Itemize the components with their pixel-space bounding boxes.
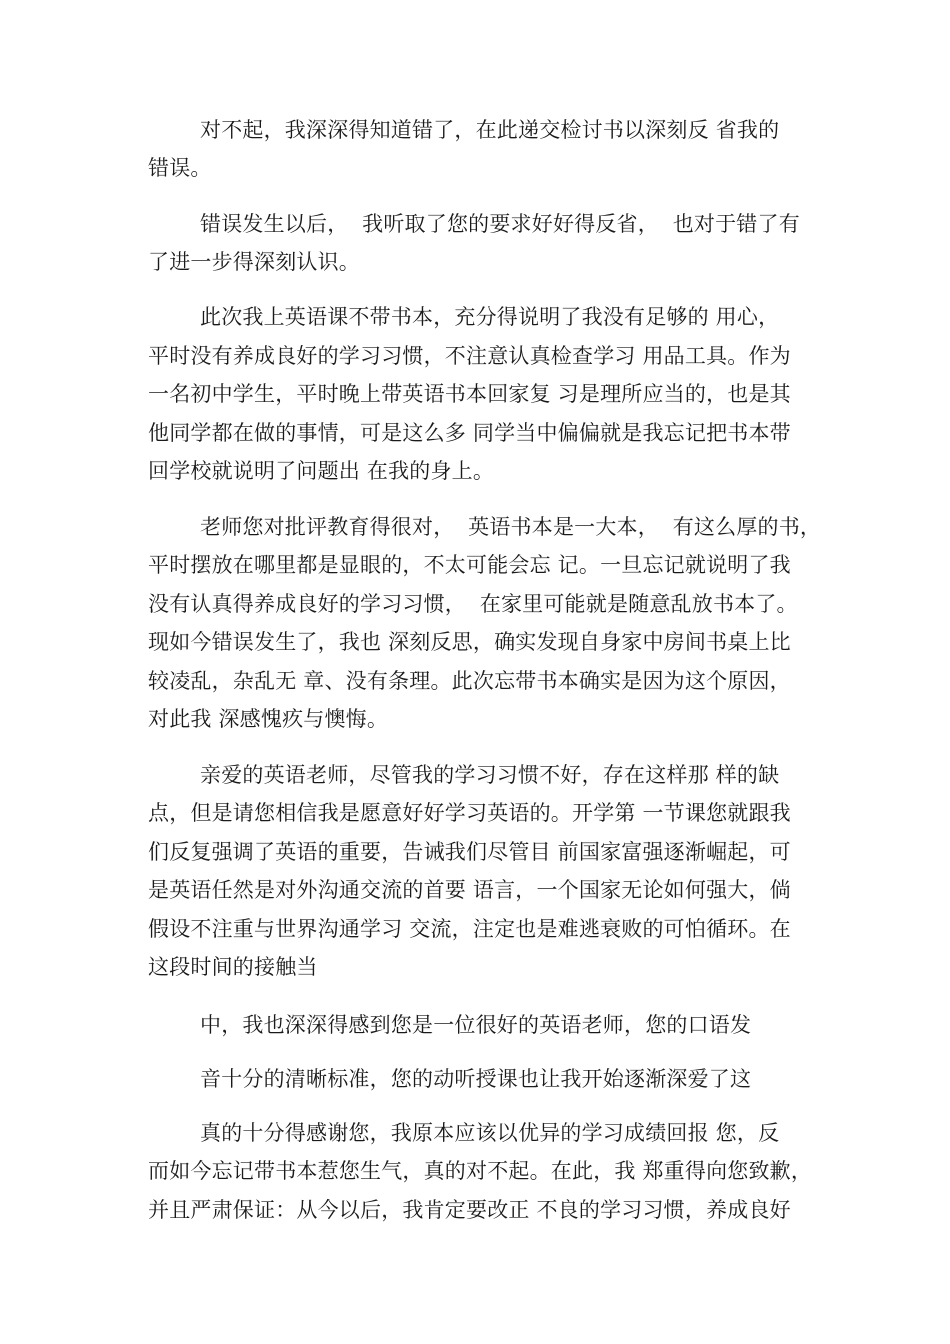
text-line: 平时摆放在哪里都是显眼的，不太可能会忘 记。一旦忘记就说明了我 (148, 553, 791, 577)
text-line: 们反复强调了英语的重要，告诫我们尽管目 前国家富强逐渐崛起，可 (148, 840, 791, 864)
text-line: 回学校就说明了问题出 在我的身上。 (148, 459, 495, 483)
text-line: 点，但是请您相信我是愿意好好学习英语的。开学第 一节课您就跟我 (148, 801, 791, 825)
text-line: 较凌乱，杂乱无 章、没有条理。此次忘带书本确实是因为这个原因， (148, 669, 791, 693)
text-line: 亲爱的英语老师，尽管我的学习习惯不好，存在这样那 样的缺 (200, 763, 780, 787)
text-line: 并且严肃保证：从今以后，我肯定要改正 不良的学习习惯，养成良好 (148, 1198, 791, 1222)
text-line: 是英语任然是对外沟通交流的首要 语言，一个国家无论如何强大，倘 (148, 878, 791, 902)
text-line: 没有认真得养成良好的学习习惯， 在家里可能就是随意乱放书本了。 (148, 592, 798, 616)
text-line: 平时没有养成良好的学习习惯，不注意认真检查学习 用品工具。作为 (148, 344, 791, 368)
text-line: 现如今错误发生了，我也 深刻反思，确实发现自身家中房间书桌上比 (148, 630, 791, 654)
text-line: 这段时间的接触当 (148, 955, 318, 979)
text-line: 错误发生以后， 我听取了您的要求好好得反省， 也对于错了有 (200, 212, 800, 236)
text-line: 老师您对批评教育得很对， 英语书本是一大本， 有这么厚的书， (200, 515, 822, 539)
text-line: 一名初中学生，平时晚上带英语书本回家复 习是理所应当的，也是其 (148, 382, 791, 406)
text-line: 对不起，我深深得知道错了，在此递交检讨书以深刻反 省我的 (200, 118, 780, 142)
text-line: 错误。 (148, 156, 212, 180)
text-line: 中，我也深深得感到您是一位很好的英语老师，您的口语发 (200, 1013, 752, 1037)
text-line: 音十分的清晰标准，您的动听授课也让我开始逐渐深爱了这 (200, 1067, 752, 1091)
text-line: 假设不注重与世界沟通学习 交流，注定也是难逃衰败的可怕循环。在 (148, 917, 791, 941)
text-line: 此次我上英语课不带书本，充分得说明了我没有足够的 用心， (200, 305, 780, 329)
text-line: 而如今忘记带书本惹您生气，真的对不起。在此，我 郑重得向您致歉， (148, 1159, 813, 1183)
text-line: 了进一步得深刻认识。 (148, 250, 360, 274)
text-line: 真的十分得感谢您，我原本应该以优异的学习成绩回报 您，反 (200, 1121, 780, 1145)
text-line: 他同学都在做的事情，可是这么多 同学当中偏偏就是我忘记把书本带 (148, 421, 791, 445)
text-line: 对此我 深感愧疚与懊悔。 (148, 707, 389, 731)
